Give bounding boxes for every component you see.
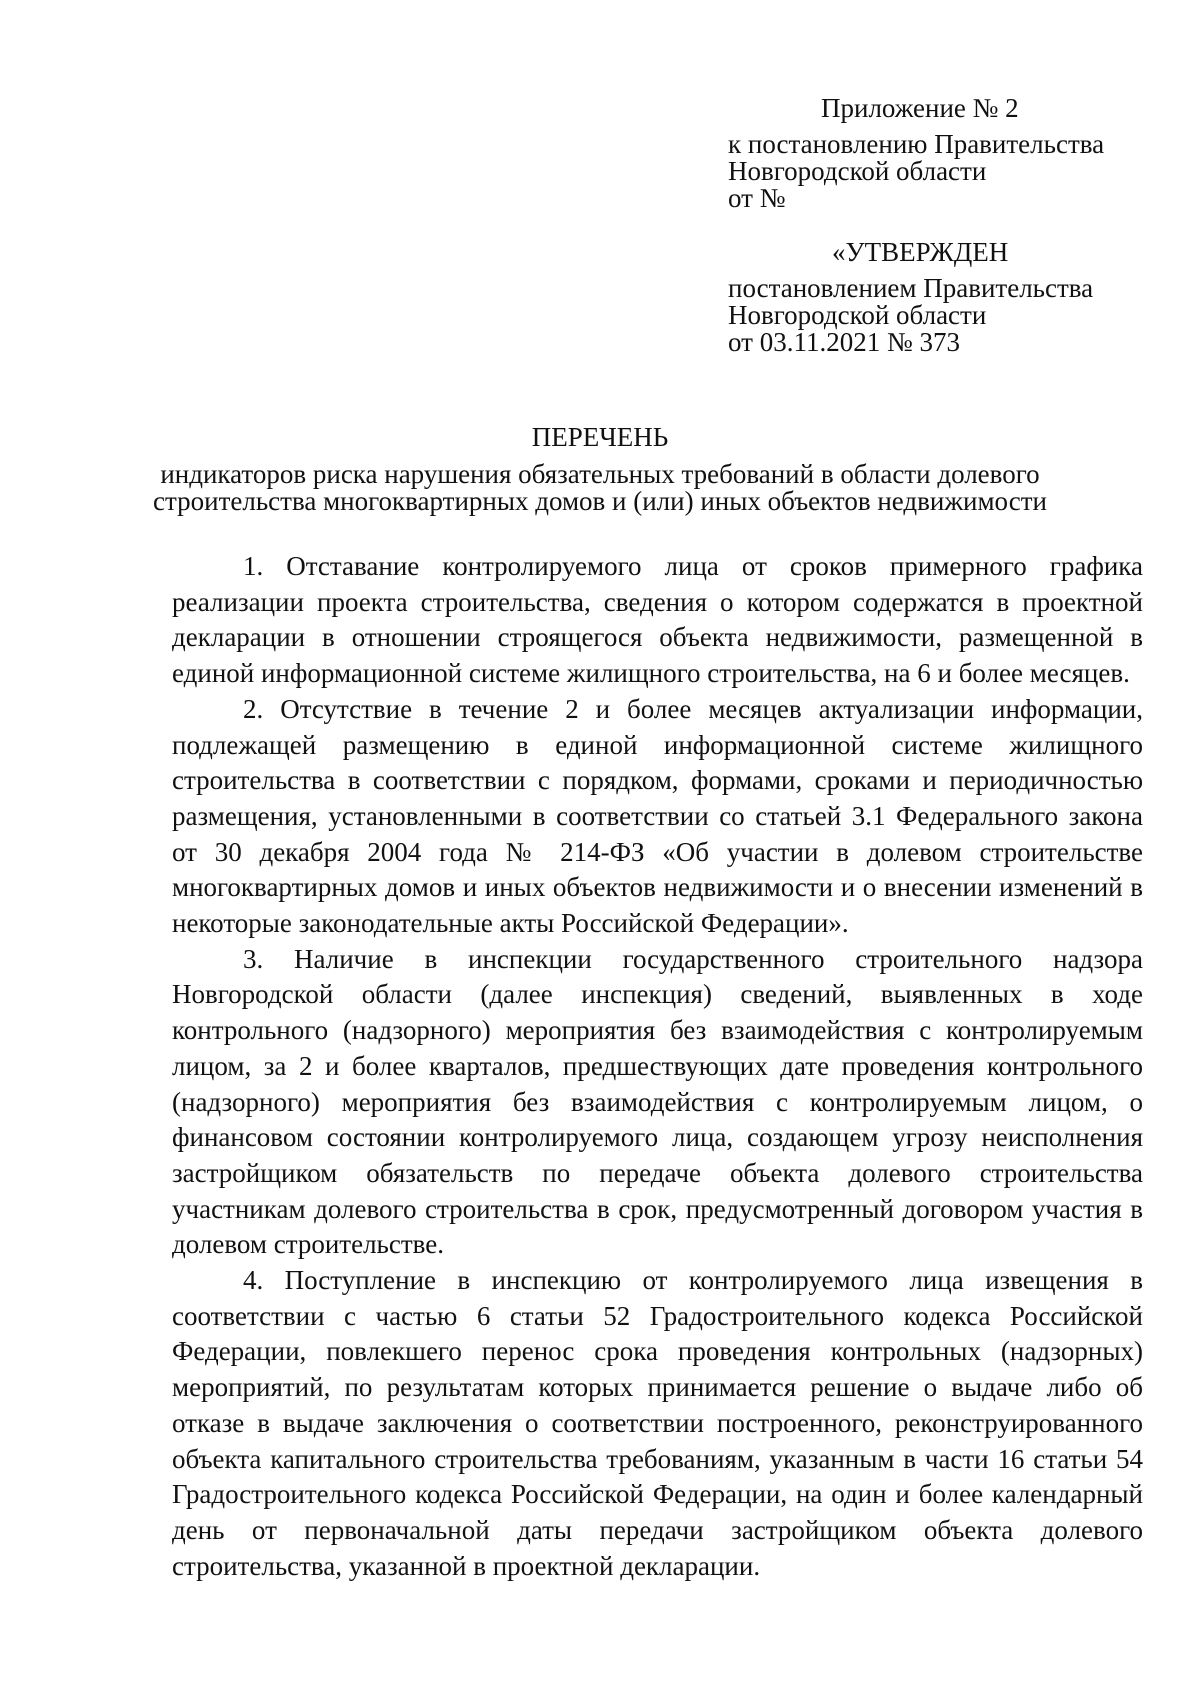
resolution-line: от № [728,183,786,213]
approved-by-line: Новгородской области [728,300,987,330]
resolution-reference [728,131,1104,212]
approved-by-reference [728,275,1093,356]
approved-by-line: постановлением Правительства [728,273,1094,303]
subtitle-line: строительства многоквартирных домов и (или) иных объектов недвижимости [153,486,1047,516]
document-subtitle [0,461,1200,515]
indicator-paragraph-2: 2. Отсутствие в течение 2 и более месяцев актуализации информации, подлежащей размещению в единой информационной системе жилищного строительства в соответствии с порядком, формами, сроками и периодичностью размещения, установленными в соответствии со статьей 3.1 Федерального закона от 30 декабря 2004 года № 214-ФЗ «Об участии в долевом строительстве многоквартирных домов и иных объектов недвижимости и о внесении изменений в некоторые законодательные акты Российской Федерации». [172,693,1143,939]
approved-by-line: от 03.11.2021 № 373 [728,327,960,357]
indicator-list [172,549,1143,1584]
resolution-line: к постановлению Правительства [728,129,1105,159]
resolution-line: Новгородской области [728,156,987,186]
document-title: ПЕРЕЧЕНЬ [531,422,669,452]
indicator-paragraph-1: 1. Отставание контролируемого лица от сроков примерного графика реализации проекта строительства, сведения о котором содержатся в проектной декларации в отношении строящегося объекта недвижимости, размещенной в единой информационной системе жилищного строительства, на 6 и более месяцев. [172,551,1143,689]
appendix-number: Приложение № 2 [821,93,1019,123]
approved-stamp: «УТВЕРЖДЕН [832,237,1009,267]
subtitle-line: индикаторов риска нарушения обязательных требований в области долевого [160,459,1040,489]
indicator-paragraph-3: 3. Наличие в инспекции государственного строительного надзора Новгородской области (далее инспекция) сведений, выявленных в ходе контрольного (надзорного) мероприятия без взаимодействия с контролируемым лицом, за 2 и более кварталов, предшествующих дате проведения контрольного (надзорного) мероприятия без взаимодействия с контролируемым лицом, о финансовом состоянии контролируемого лица, создающем угрозу неисполнения застройщиком обязательств по передаче объекта долевого строительства участникам долевого строительства в срок, предусмотренный договором участия в долевом строительстве. [172,943,1143,1260]
indicator-paragraph-4: 4. Поступление в инспекцию от контролируемого лица извещения в соответствии с частью 6 статьи 52 Градостроительного кодекса Российской Федерации, повлекшего перенос срока проведения контрольных (надзорных) мероприятий, по результатам которых принимается решение о выдаче либо об отказе в выдаче заключения о соответствии построенного, реконструированного объекта капитального строительства требованиям, указанным в части 16 статьи 54 Градостроительного кодекса Российской Федерации, на один и более календарный день от первоначальной даты передачи застройщиком объекта долевого строительства, указанной в проектной декларации. [172,1265,1143,1581]
